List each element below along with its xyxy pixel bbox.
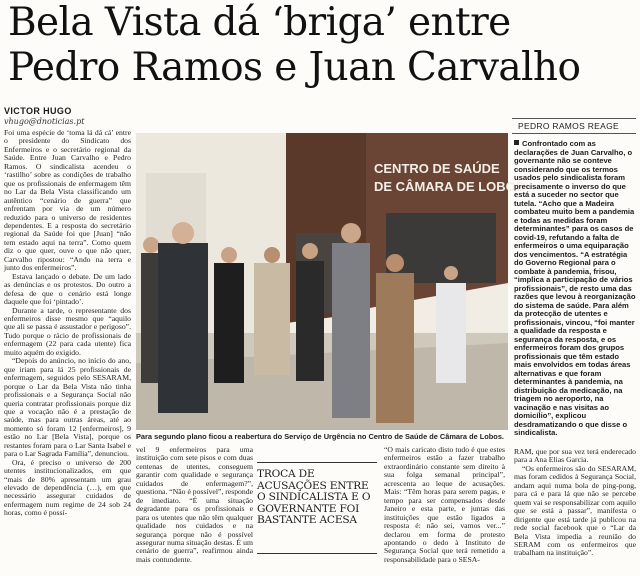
- paragraph: vel 9 enfermeiros para uma instituição com sete pisos e com duas centenas de utentes, conseguem garantir com qualidade e segurança cuidados de enfermagem?”, questiona. “Não é possível”, responde de imediato. “É uma situação degradante para os profissionais e para os utentes que não têm qualquer qualidade nos cuidados e na segurança porque não é possível assegurar numa situação destas. É um cenário de guerra”, reafirmou ainda mais contundente.: [136, 445, 253, 564]
- paragraph: Estava lançado o debate. De um lado as denúncias e os protestos. Do outro a defesa de que o cenário está longe daquele que foi ‘pintado’.: [4, 271, 131, 307]
- paragraph: “Os enfermeiros são do SESARAM, mas foram cedidos à Segurança Social, andam aqui numa bola de ping-pong, para cá e para lá que não se percebe quem vai se responsabilizar com aquilo que se está a passar”, manifesta o dirigente que está tarde já publicou na rede social facebook que o “Lar da Bela Vista impedia a reunião do SERAM com os enfermeiros que trabalham na instituição”.: [514, 463, 636, 558]
- health-centre-photo: [136, 133, 525, 430]
- sidebar-paragraph: “Acho que a Madeira combateu muito bem a pandemia e todas as medidas foram determinantes” para os casos de covid-19, refutando a falta de enfermeiros o uma equiparação dos vencimentos. “A estratégia do Governo Regional para o combate à pandemia, frisou, “implica a participação de vários profissionais”, de resto uma das razões que levou à reorganização do sistema de saúde. Para além da protecção de utentes e profissionais, vincou, “foi manter a qualidade da resposta e segurança da resposta, e os enfermeiros foram dos grupos profissionais que têm estado mais envolvidos em todas áreas alternativas e que foram determinantes à pandemia, na distribuição da medicação, na triagem no aeroporto, na vacinação e nas visitas ao domicílio”, explicou desdramatizando o que disse o sindicalista.: [514, 198, 636, 437]
- sign-line-1: CENTRO DE SAÚDE: [374, 161, 500, 176]
- photo-caption: Para segundo plano ficou a reabertura do Serviço de Urgência no Centro de Saúde de Câmara de Lobos.: [136, 432, 504, 441]
- sign-line-2: DE CÂMARA DE LOBOS: [374, 179, 525, 194]
- sidebar-text: [514, 140, 636, 445]
- article-photo: [136, 133, 525, 430]
- square-bullet-icon: [514, 140, 519, 145]
- paragraph: “O mais caricato disto tudo é que estes enfermeiros estão a fazer trabalho extraordinário constante sem direito à sua folga semanal principal”, acrescenta ao leque de acusações. Mais: “Têm horas para serem pagas, e tempo para ser compensados desde Janeiro e esta parte, e juntas das instituições que estão ligados a resposta é: não sei, vamos ver...” declarou em forma de protesto apontando o dedo à Instituto de Segurança Social que terá remetido a responsabilidade para o SESA-: [384, 445, 505, 564]
- pull-quote: TROCA DE ACUSAÇÕES ENTRE O SINDICALISTA E O GOVERNANTE FOI BASTANTE ACESA: [257, 462, 377, 554]
- paragraph: “Depois do anúncio, no início do ano, que iriam para lá 25 profissionais de enfermagem, seguidos pelo SESARAM, porque o Lar da Bela Vista não tinha profissionais e a Segurança Social não queria contratar profissionais porque diz que a vocação não é a prestação de saúde, mas para outras áreas, até ao momento só foram 12 [enfermeiros], 9 estão no Lar [Bela Vista], porque os restantes foram para o Lar Santa Isabel e para o Lar Sagrada Família”, denunciou.: [4, 356, 131, 459]
- paragraph: RAM, que por sua vez terá enderecado para a Ana Elias Garcia.: [514, 447, 636, 465]
- sidebar-paragraph: Confrontado com as declarações de Juan Carvalho, o governante não se conteve considerando que os termos usados pelo sindicalista foram precisamente o inverso do que está a suceder no sector que tutela.: [514, 139, 633, 208]
- byline-author: VICTOR HUGO: [4, 106, 72, 116]
- sidebar-heading: PEDRO RAMOS REAGE: [512, 118, 636, 134]
- headline: Bela Vista dá ‘briga’ entre Pedro Ramos e Juan Carvalho: [8, 0, 581, 90]
- byline-email: vhugo@dnoticias.pt: [4, 117, 85, 126]
- body-column-1: [4, 129, 131, 575]
- body-column-4: [514, 448, 636, 576]
- paragraph: Durante a tarde, o representante dos enfermeiros disse mesmo que “aquilo que ali se passa é assustador e perigoso”. Tudo porque o rácio de profissionais de enfermagem (22 para cada utente) fica muito aquém do exigido.: [4, 305, 131, 357]
- paragraph: Foi uma espécie de ‘toma lá dá cá’ entre o presidente do Sindicato dos Enfermeiros e o secretário regional da Saúde. Entre Juan Carvalho e Pedro Ramos. O sindicalista acendeu o ‘rastilho’ sobre as condições de trabalho que os profissionais de enfermagem têm no Lar da Bela Vista classificando um autêntico “cenário de guerra” que enfrentam por via de um número reduzido para o universo de residentes dependentes. E a resposta do secretário regional da Saúde foi que [Juan] “não tem estado aqui na terra”. Como quem diz o que quer, ouve o que não quer, Carvalho ripostou: “Ando na terra e junto dos enfermeiros”.: [4, 128, 131, 273]
- body-column-2: [136, 446, 253, 576]
- paragraph: Ora, é preciso o universo de 200 utentes institucionalizados, em que “mais de 80% apresentam um grau elevado de dependência (…), em que necessário assegurar cuidados de enfermagem num regime de 24 sob 24 horas, como é possí-: [4, 457, 131, 518]
- body-column-3: [384, 446, 505, 576]
